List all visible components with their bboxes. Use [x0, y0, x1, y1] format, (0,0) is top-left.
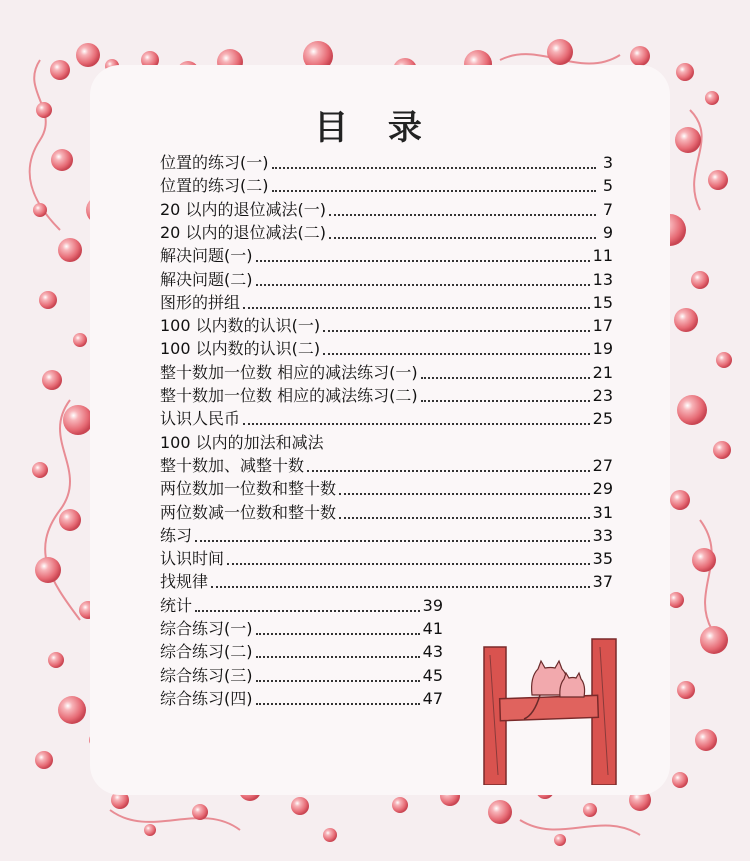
toc-page-number: 35 — [592, 549, 613, 569]
toc-leader-dots — [195, 540, 590, 542]
toc-leader-dots — [256, 680, 420, 682]
toc-entry — [160, 476, 613, 499]
toc-entry — [160, 173, 613, 196]
toc-leader-dots — [211, 586, 590, 588]
toc-entry — [160, 197, 613, 220]
toc-entry-title: 认识时间 — [160, 549, 225, 569]
toc-leader-dots — [256, 260, 590, 262]
toc-entry — [160, 243, 613, 266]
toc-page-number: 21 — [592, 362, 613, 382]
toc-entry — [160, 430, 324, 453]
toc-entry — [160, 360, 613, 383]
toc-entry — [160, 406, 613, 429]
toc-leader-dots — [329, 237, 596, 239]
toc-entry — [160, 290, 613, 313]
toc-page-number: 25 — [592, 409, 613, 429]
toc-page-number: 17 — [592, 316, 613, 336]
toc-entry-title: 综合练习(三) — [160, 665, 253, 685]
toc-entry — [160, 663, 443, 686]
toc-page-number: 47 — [422, 688, 443, 708]
toc-page-number: 29 — [592, 479, 613, 499]
toc-entry — [160, 616, 443, 639]
toc-page-number: 31 — [592, 502, 613, 522]
toc-entry — [160, 523, 613, 546]
toc-entry-title: 解决问题(二) — [160, 269, 253, 289]
toc-entry — [160, 383, 613, 406]
cats-on-stand-illustration — [480, 635, 630, 785]
toc-entry-title: 整十数加一位数 相应的减法练习(二) — [160, 386, 418, 405]
toc-entry-title: 100 以内数的认识(二) — [160, 339, 321, 359]
toc-entry-title: 图形的拼组 — [160, 292, 241, 312]
toc-entry-title: 解决问题(一) — [160, 246, 253, 266]
toc-entry-title: 位置的练习(一) — [160, 153, 269, 172]
toc-entry — [160, 546, 613, 569]
toc-entry-title: 认识人民币 — [160, 409, 241, 429]
toc-leader-dots — [323, 330, 590, 332]
toc-entry-title: 综合练习(一) — [160, 619, 253, 638]
toc-entry-title: 两位数减一位数和整十数 — [160, 502, 337, 522]
toc-page-number: 13 — [592, 269, 613, 289]
toc-leader-dots — [243, 307, 590, 309]
toc-entry-title: 练习 — [160, 525, 193, 545]
toc-entry-title: 整十数加一位数 相应的减法练习(一) — [160, 362, 418, 382]
toc-leader-dots — [272, 167, 597, 169]
toc-entry — [160, 150, 613, 173]
toc-entry — [160, 569, 613, 592]
toc-page-number: 45 — [422, 665, 443, 685]
toc-entry — [160, 267, 613, 290]
toc-leader-dots — [272, 190, 597, 192]
toc-page-number: 15 — [592, 292, 613, 312]
toc-leader-dots — [195, 610, 420, 612]
toc-leader-dots — [329, 214, 596, 216]
toc-page-number: 33 — [592, 525, 613, 545]
toc-leader-dots — [339, 493, 590, 495]
toc-leader-dots — [256, 703, 420, 705]
toc-entry-title: 找规律 — [160, 572, 209, 592]
toc-leader-dots — [256, 633, 420, 635]
toc-entry-title: 20 以内的退位减法(一) — [160, 199, 326, 219]
toc-leader-dots — [307, 470, 590, 472]
toc-page-number: 23 — [592, 386, 613, 405]
toc-page-number: 9 — [602, 222, 613, 242]
toc-entry — [160, 336, 613, 359]
toc-page-number: 7 — [602, 199, 613, 219]
toc-page-number: 27 — [592, 455, 613, 475]
toc-entry-title: 整十数加、减整十数 — [160, 455, 305, 475]
toc-leader-dots — [323, 353, 590, 355]
toc-leader-dots — [256, 656, 420, 658]
toc-leader-dots — [227, 563, 590, 565]
toc-entry — [160, 593, 443, 616]
toc-entry — [160, 500, 613, 523]
toc-entry — [160, 220, 613, 243]
toc-entry — [160, 313, 613, 336]
toc-page-number: 39 — [422, 595, 443, 615]
toc-entry — [160, 453, 613, 476]
toc-entry — [160, 686, 443, 709]
toc-page-number: 43 — [422, 642, 443, 662]
toc-entry-title: 20 以内的退位减法(二) — [160, 222, 326, 242]
toc-entry-title: 统计 — [160, 595, 193, 615]
toc-leader-dots — [256, 284, 590, 286]
toc-leader-dots — [339, 517, 590, 519]
toc-page-number: 41 — [422, 619, 443, 638]
toc-entry — [160, 639, 443, 662]
toc-page-number: 5 — [602, 176, 613, 196]
toc-leader-dots — [243, 423, 590, 425]
page-title: 目 录 — [314, 108, 436, 148]
toc-entry-title: 综合练习(四) — [160, 688, 253, 708]
toc-entry-title: 综合练习(二) — [160, 642, 253, 662]
toc-entry-title: 100 以内数的认识(一) — [160, 316, 321, 336]
toc-page-number: 3 — [602, 153, 613, 172]
toc-leader-dots — [421, 400, 590, 402]
toc-entry-title: 100 以内的加法和减法 — [160, 432, 324, 452]
toc-entry-title: 两位数加一位数和整十数 — [160, 479, 337, 499]
toc-page-number: 19 — [592, 339, 613, 359]
toc-page-number: 11 — [592, 246, 613, 266]
toc-entry-title: 位置的练习(二) — [160, 176, 269, 196]
toc-leader-dots — [421, 377, 590, 379]
toc-page-number: 37 — [592, 572, 613, 592]
